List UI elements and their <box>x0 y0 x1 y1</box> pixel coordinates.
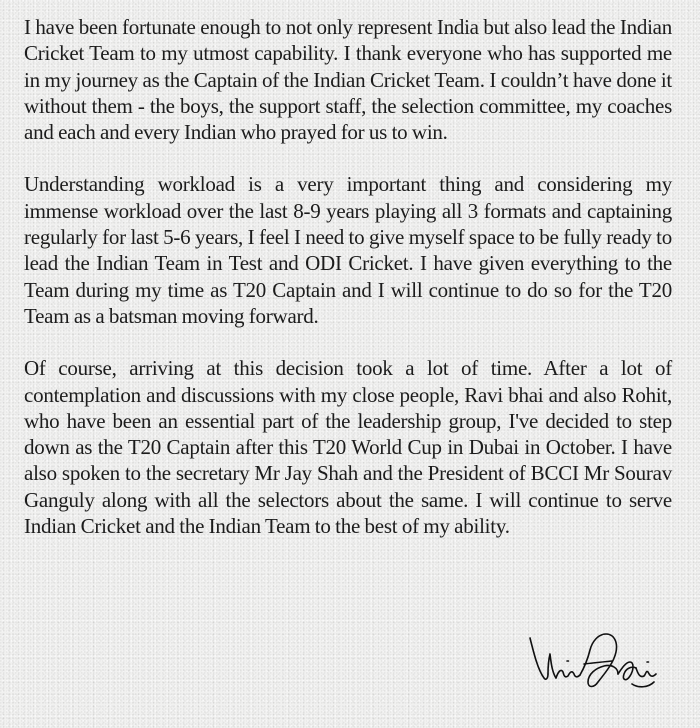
signature-icon <box>526 628 666 698</box>
paragraph-workload: Understanding workload is a very important thing and considering my immense workload over the last 8-9 years playing all 3 formats and captaining regularly for last 5-6 years, I feel I need to give myself space to be fully ready to lead the Indian Team in Test and ODI Cricket. I have given everything to the Team during my time as T20 Captain and I will continue to do so for the T20 Team as a batsman moving forward. <box>24 172 672 328</box>
paragraph-decision: Of course, arriving at this decision took a lot of time. After a lot of contemplation and discussions with my close people, Ravi bhai and also Rohit, who have been an essential part of the leadership group, I've decided to step down as the T20 Captain after this T20 World Cup in Dubai in October. I have also spoken to the secretary Mr Jay Shah and the President of BCCI Mr Sourav Ganguly along with all the selectors about the same. I will continue to serve Indian Cricket and the Indian Team to the best of my ability. <box>24 356 672 539</box>
paragraph-gratitude: I have been fortunate enough to not only represent India but also lead the Indian Cricket Team to my utmost capability. I thank everyone who has supported me in my journey as the Captain of the Indian Cricket Team. I couldn’t have done it without them - the boys, the support staff, the selection committee, my coaches and each and every Indian who prayed for us to win. <box>24 15 672 145</box>
letter-body <box>24 14 672 565</box>
